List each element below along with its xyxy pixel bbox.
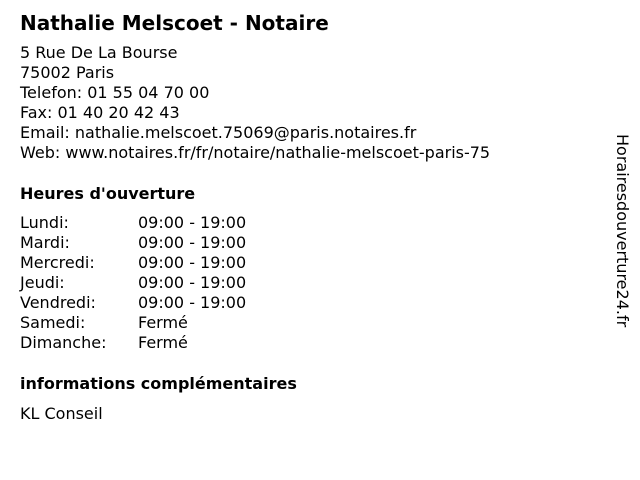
time-value: 09:00 - 19:00 [138,253,247,272]
time-value: 09:00 - 19:00 [138,213,247,232]
fax-line: Fax: 01 40 20 42 43 [20,103,180,122]
email-line: Email: nathalie.melscoet.75069@paris.notaires.fr [20,123,417,142]
day-label: Jeudi: [20,273,65,292]
opening-hours-heading: Heures d'ouverture [20,184,196,203]
address-city: 75002 Paris [20,63,115,82]
additional-info-text: KL Conseil [20,404,103,423]
day-label: Dimanche: [20,333,107,352]
day-label: Vendredi: [20,293,96,312]
time-value: Fermé [138,333,188,352]
day-label: Mardi: [20,233,70,252]
day-label: Mercredi: [20,253,95,272]
time-value: 09:00 - 19:00 [138,273,247,292]
day-label: Lundi: [20,213,69,232]
contact-block [20,43,490,163]
web-line: Web: www.notaires.fr/fr/notaire/nathalie-melscoet-paris-75 [20,143,491,162]
time-value: Fermé [138,313,188,332]
phone-line: Telefon: 01 55 04 70 00 [20,83,210,102]
additional-info-heading: informations complémentaires [20,374,297,393]
page-title: Nathalie Melscoet - Notaire [20,11,329,35]
time-value: 09:00 - 19:00 [138,233,247,252]
day-label: Samedi: [20,313,86,332]
watermark-brand: Horairesdouverture24.fr [613,134,632,328]
address-street: 5 Rue De La Bourse [20,43,178,62]
time-value: 09:00 - 19:00 [138,293,247,312]
